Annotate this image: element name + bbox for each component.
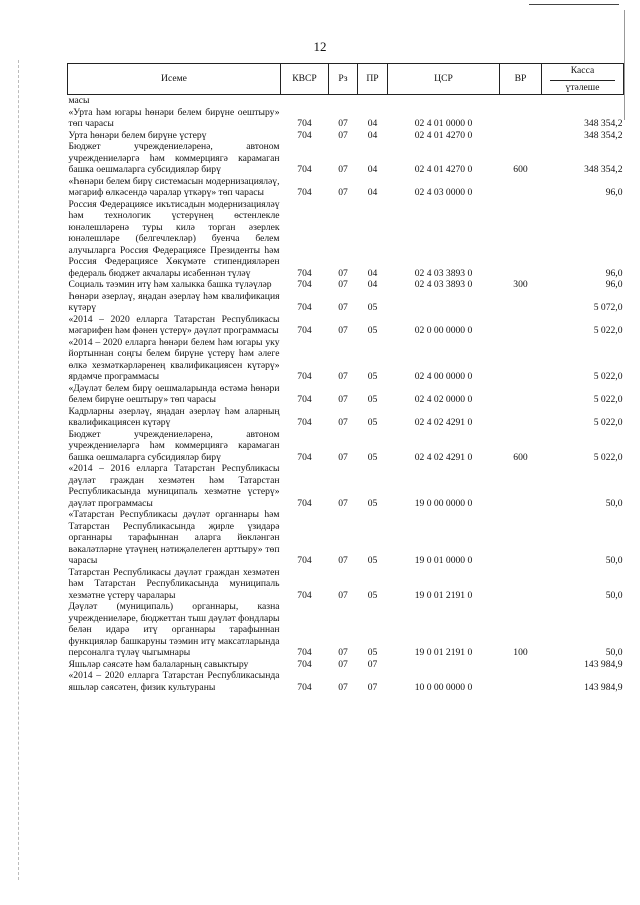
cell-name: Татарстан Республикасы дәүләт граждан хезмәтен һәм Татарстан Республикасында муниципаль хезмәтне үстерү чаралары [68,566,280,601]
cell-kvsr: 704 [297,267,312,279]
cell-amount: 50,0 [605,647,623,658]
table-row [68,107,624,130]
table-row [68,141,624,176]
cell-rz: 07 [338,451,348,463]
cell-rz: 07 [338,497,348,509]
cell-kvsr: 704 [297,279,312,290]
cell-amount: 348 354,2 [584,118,623,129]
cell-vr: 600 [513,451,528,463]
cell-amount [542,95,624,107]
cell-kvsr: 704 [297,118,312,129]
cell-name: «2014 – 2020 елларга Татарстан Республикасы мәгарифен һәм фәнен үстерү» дәүләт программасы [68,313,280,336]
cell-vr [500,463,542,509]
cell-name: Дәүләт (муниципаль) органнары, казна учреждениеләре, бюджеттан тыш дәүләт фондлары белән идарә итү органнары тарафыннан функцияләр башкаруны тәэмин итү максатларында персоналга түләү чыгымнары [68,601,280,658]
cell-pr: 05 [367,555,378,566]
table-row [68,383,624,406]
cell-csr: 02 4 03 0000 0 [414,187,473,198]
right-margin-mark [624,10,626,120]
cell-rz [329,95,358,107]
cell-pr: 05 [367,302,378,313]
cell-pr: 05 [367,647,378,658]
cell-csr: 02 4 02 4291 0 [414,417,473,428]
left-margin-marks [18,60,20,880]
table-row [68,337,624,383]
cell-rz: 07 [338,187,348,198]
cell-csr: 19 0 01 2191 0 [414,589,473,601]
cell-amount: 50,0 [605,497,623,509]
cell-vr [500,199,542,280]
budget-table [67,63,624,693]
cell-pr: 04 [367,187,378,198]
table-row [68,463,624,509]
cell-csr: 02 4 03 3893 0 [414,279,473,290]
header-csr: ЦСР [388,64,500,95]
cell-pr: 05 [367,394,378,405]
cell-name: «2014 – 2020 елларга Татарстан Республикасында яшьләр сәясәтен, физик культураны [68,670,280,693]
cell-csr: 19 0 01 2191 0 [414,647,473,658]
cell-name: «Һөнәри белем бирү системасын модернизацияләү, мәгариф өлкәсендә чаралар үткәрү» төп чарасы [68,175,280,198]
cell-vr [500,337,542,383]
table-row [68,670,624,693]
table-body [68,95,624,694]
cell-pr: 05 [367,417,378,428]
cell-amount: 96,0 [605,267,623,279]
cell-csr: 02 4 01 0000 0 [414,118,473,129]
cell-name: Бюджет учреждениеләренә, автоном учреждениеләргә һәм коммерциягә карамаган башка оешмаларга субсидияләр бирү [68,141,280,175]
table-header-row [68,64,624,95]
cell-rz: 07 [338,555,348,566]
cell-rz: 07 [338,302,348,313]
cell-vr [500,406,542,429]
cell-rz: 07 [338,164,348,175]
cell-kvsr: 704 [297,589,312,601]
header-rz: Рз [329,64,358,95]
header-amount-bottom: үтәлеше [550,80,615,93]
table-row [68,279,624,291]
cell-kvsr: 704 [297,451,312,463]
header-amount [542,64,624,95]
cell-csr: 02 4 00 0000 0 [414,371,473,382]
cell-kvsr: 704 [297,164,312,175]
cell-rz: 07 [338,681,348,693]
cell-name: Урта һөнәри белем бирүне үстерү [68,129,207,141]
cell-name: Бюджет учреждениеләренә, автоном учреждениеләргә һәм коммерциягә карамаган башка оешмаларга субсидияләр бирү [68,428,280,463]
cell-amount: 50,0 [605,555,623,566]
page-number: 12 [313,39,327,54]
cell-vr [500,509,542,567]
cell-vr [500,670,542,693]
cell-amount: 5 022,0 [593,325,623,336]
cell-csr [388,659,500,671]
cell-pr: 04 [367,267,378,279]
cell-pr: 07 [367,658,378,670]
cell-csr: 02 4 01 4270 0 [414,164,473,175]
table-row [68,406,624,429]
cell-amount: 348 354,2 [584,164,623,175]
cell-kvsr: 704 [297,647,312,658]
table-row [68,199,624,280]
cell-csr: 02 4 01 4270 0 [414,129,473,141]
cell-csr [388,291,500,314]
cell-pr: 05 [367,589,378,601]
table-row [68,291,624,314]
cell-vr [500,659,542,671]
table-row [68,659,624,671]
cell-rz: 07 [338,647,348,658]
cell-rz: 07 [338,394,348,405]
table-row [68,176,624,199]
cell-name: «2014 – 2016 елларга Татарстан Республикасы дәүләт граждан хезмәтен һәм Татарстан Республикасында муниципаль хезмәтне үстерү» дәүләт программасы [68,463,280,509]
cell-rz: 07 [338,267,348,279]
cell-kvsr: 704 [297,681,312,693]
cell-rz: 07 [338,589,348,601]
table-row [68,509,624,567]
cell-name: «Татарстан Республикасы дәүләт органнары һәм Татарстан Республикасында җирле үзидарә органнары тарафыннан аларга йөкләнгән вәкаләтләрне үтәүнең нәтиҗәлелеген арттыру» төп чарасы [68,509,280,566]
cell-csr: 02 4 02 0000 0 [414,394,473,405]
cell-kvsr: 704 [297,497,312,509]
cell-amount: 143 984,9 [584,681,623,693]
cell-csr: 02 4 02 4291 0 [414,451,473,463]
cell-pr: 05 [367,371,378,382]
cell-vr [500,383,542,406]
cell-kvsr: 704 [297,417,312,428]
cell-name: Социаль тәэмин итү һәм халыкка башка түләүләр [68,279,272,290]
cell-kvsr: 704 [297,394,312,405]
cell-amount: 5 022,0 [593,451,623,463]
cell-vr [500,176,542,199]
table-row [68,95,624,107]
cell-vr [500,107,542,130]
header-name: Исеме [68,64,281,95]
cell-kvsr: 704 [297,129,312,141]
cell-pr [358,95,388,107]
table-row [68,130,624,142]
cell-vr [500,567,542,602]
cell-pr: 05 [367,497,378,509]
cell-csr: 19 0 01 0000 0 [414,555,473,566]
header-amount-top: Касса [570,65,595,77]
cell-amount: 96,0 [605,279,623,290]
cell-pr: 05 [367,325,378,336]
cell-kvsr: 704 [297,555,312,566]
cell-rz: 07 [338,658,348,670]
cell-rz: 07 [338,371,348,382]
header-kvsr: КВСР [281,64,329,95]
cell-name: Яшьләр сәясәте һәм балаларның савыктыру [68,658,249,670]
cell-csr: 10 0 00 0000 0 [414,681,473,693]
cell-kvsr: 704 [297,302,312,313]
cell-name: «Дәүләт белем бирү оешмаларында өстәмә һөнәри белем бирүне оештыру» төп чарасы [68,382,280,405]
cell-pr: 04 [367,129,378,141]
cell-kvsr: 704 [297,325,312,336]
cell-vr: 100 [513,647,528,658]
cell-amount: 143 984,9 [584,658,623,670]
cell-pr: 05 [367,451,378,463]
cell-csr [388,95,500,107]
cell-vr [500,130,542,142]
cell-kvsr: 704 [297,187,312,198]
cell-name: Кадрларны әзерләү, яңадан әзерләү һәм аларның квалификациясен күтәрү [68,405,280,428]
cell-amount: 50,0 [605,589,623,601]
cell-pr: 04 [367,118,378,129]
table-row [68,314,624,337]
cell-amount: 5 022,0 [593,417,623,428]
top-rule [529,4,619,5]
cell-kvsr: 704 [297,371,312,382]
cell-amount: 348 354,2 [584,129,623,141]
cell-name: «Урта һәм югары һөнәри белем бирүне оештыру» төп чарасы [68,106,280,129]
cell-amount: 5 072,0 [593,302,623,313]
cell-pr: 04 [367,279,378,290]
cell-name: Һөнәри әзерләү, яңадан әзерләү һәм квалификация күтәрү [68,290,280,313]
cell-rz: 07 [338,118,348,129]
cell-name: Россия Федерациясе икътисадын модернизацияләү һәм технологик үстерүнең өстенлекле юнәлешләренә туры килә торган әзерлек юнәлешләре (белгечлекләр) буенча белем алучыларга Россия Федерациясе Президенты һәм Россия Федерациясе Хөкүмәте стипендияләрен федераль бюджет акчалары исәбеннән түләү [68,198,280,279]
cell-kvsr: 704 [297,658,312,670]
cell-csr: 19 0 00 0000 0 [414,497,473,509]
cell-rz: 07 [338,129,348,141]
cell-vr: 300 [513,279,528,290]
table-row [68,567,624,602]
cell-vr [500,291,542,314]
cell-amount: 96,0 [605,187,623,198]
cell-amount: 5 022,0 [593,394,623,405]
cell-vr [500,314,542,337]
header-vr: ВР [500,64,542,95]
cell-vr: 600 [513,164,528,175]
cell-pr: 04 [367,164,378,175]
cell-pr: 07 [367,681,378,693]
cell-rz: 07 [338,279,348,290]
cell-rz: 07 [338,417,348,428]
cell-name: масы [68,95,90,106]
table-row [68,601,624,659]
cell-vr [500,95,542,107]
header-pr: ПР [358,64,388,95]
cell-kvsr [281,95,329,107]
cell-csr: 02 4 03 3893 0 [414,267,473,279]
cell-name: «2014 – 2020 елларга һөнәри белем һәм югары уку йортыннан соңгы белем бирүне үстерү һәм әлеге өлкә хезмәткәрләренең квалификациясен күтәрү» ярдәмче программасы [68,336,280,382]
cell-csr: 02 0 00 0000 0 [414,325,473,336]
cell-amount: 5 022,0 [593,371,623,382]
cell-rz: 07 [338,325,348,336]
table-row [68,429,624,464]
